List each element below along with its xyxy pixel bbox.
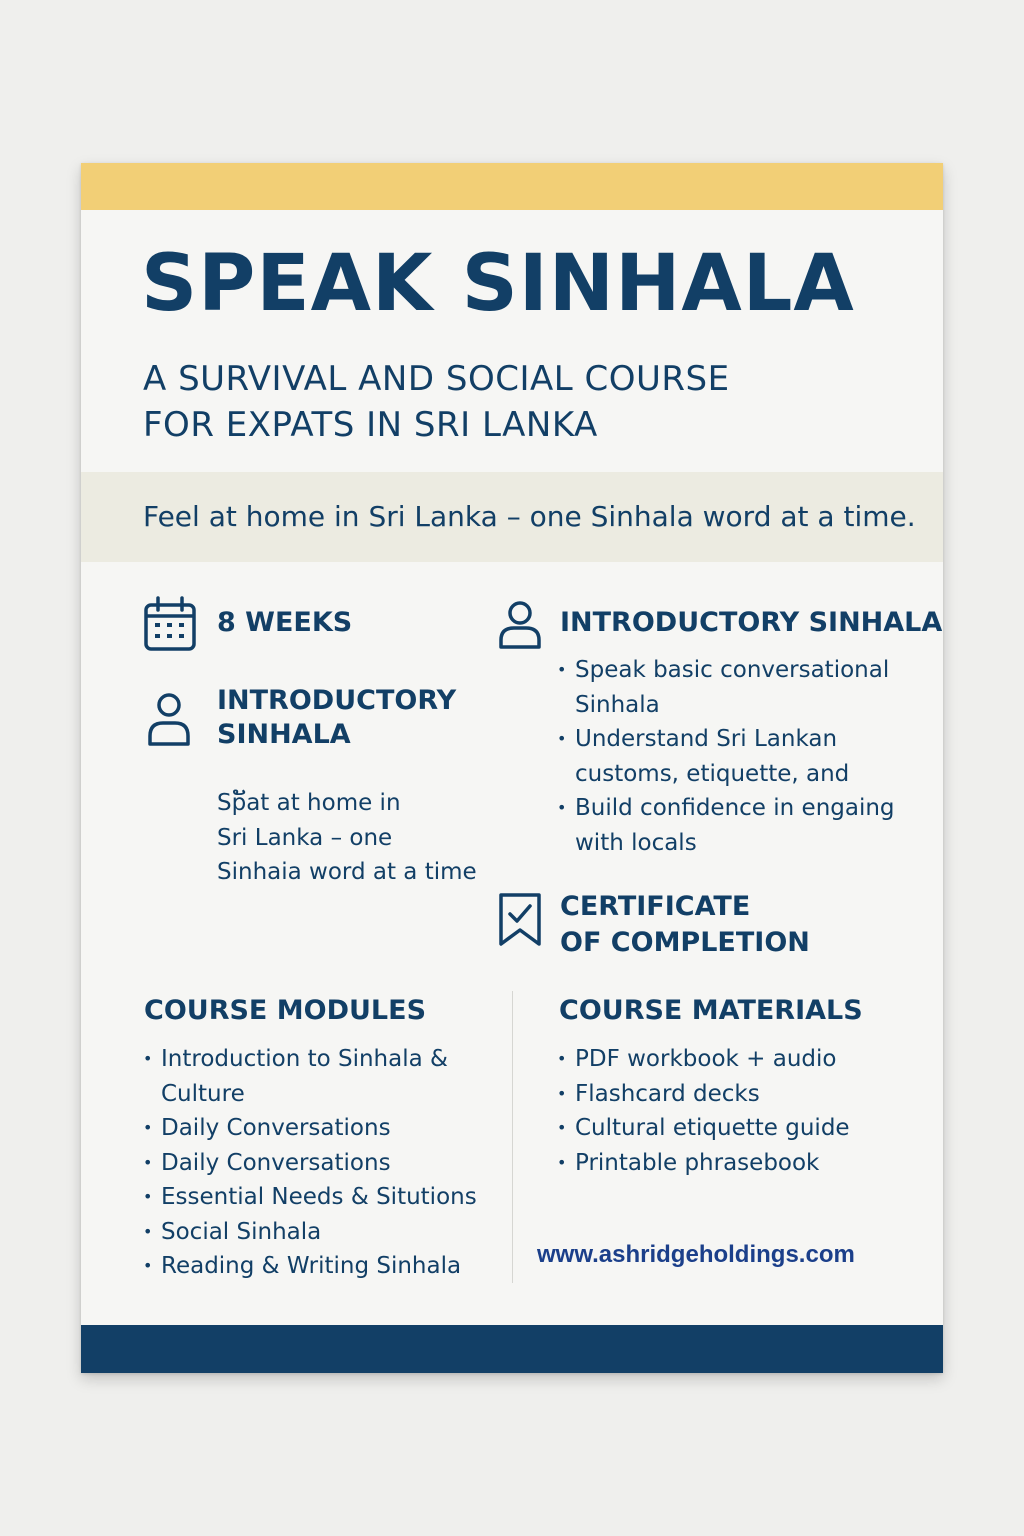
level-label-left [217,684,456,752]
poster-subtitle [143,356,883,448]
list-item [143,1146,477,1181]
modules-heading: COURSE MODULES [144,995,427,1026]
subtitle-line: FOR EXPATS IN SRI LANKA [143,405,598,445]
list-item [557,722,895,791]
list-item [143,1180,477,1215]
tagline: Feel at home in Sri Lanka – one Sinhala word at a time. [143,500,916,533]
certificate-label [560,889,810,961]
list-item-line: customs, etiquette, and [575,760,850,787]
certificate-label-line: OF COMPLETION [560,927,810,958]
list-item [143,1215,477,1250]
materials-heading: COURSE MATERIALS [559,995,863,1026]
list-item-line: Culture [161,1080,245,1107]
list-item [143,1111,477,1146]
list-item-line: Sinhala [575,691,660,718]
list-item-line: • Build confidence in engaing [575,795,895,821]
learning-outcomes-list [557,653,895,860]
certificate-label-line: CERTIFICATE [560,891,751,922]
poster-title: SPEAK SINHALA [141,239,855,329]
description-line: Spັat at home in [217,790,401,816]
modules-list [143,1042,477,1284]
subtitle-line: A SURVIVAL AND SOCIAL COURSE [143,359,730,399]
tagline-band [81,472,943,562]
level-description [217,786,477,890]
description-line: Sinhaia word at a time [217,859,477,885]
list-item: • PDF workbook + audio [557,1042,850,1077]
top-accent-band [81,163,943,210]
list-item-line: • Understand Sri Lankan [575,726,838,752]
list-item-line: • Speak basic conversational [575,657,890,683]
list-item-line: • Daily Conversations [161,1149,391,1176]
list-item [143,1042,477,1111]
bookmark-check-icon [498,892,542,948]
duration-label: 8 WEEKS [217,607,353,638]
person-icon [498,600,542,650]
level-label-line: SINHALA [217,719,351,750]
course-poster [81,163,943,1373]
bottom-accent-band [81,1325,943,1373]
calendar-icon [143,596,197,652]
list-item-line: • Daily Conversations [161,1115,391,1141]
materials-list [557,1042,850,1180]
level-label-right: INTRODUCTORY SINHALA [560,607,943,638]
list-item: • Cultural etiquette guide [557,1111,850,1146]
column-divider [512,991,513,1283]
website-link[interactable]: www.ashridgeholdings.com [537,1241,855,1268]
list-item: • Printable phrasebook [557,1146,850,1181]
list-item [557,791,895,860]
person-icon [147,691,191,747]
list-item-line: • Introduction to Sinhala & [161,1046,448,1072]
list-item-line: • Social Sinhala [161,1218,322,1245]
list-item-line: • Essential Needs & Situtions [161,1184,477,1210]
list-item [557,653,895,722]
list-item: • Flashcard decks [557,1077,850,1112]
list-item-line: • Reading & Writing Sinhala [161,1253,462,1279]
list-item [143,1249,477,1284]
list-item-line: with locals [575,829,697,856]
level-label-line: INTRODUCTORY [217,685,457,716]
description-line: Sri Lanka – one [217,824,393,851]
